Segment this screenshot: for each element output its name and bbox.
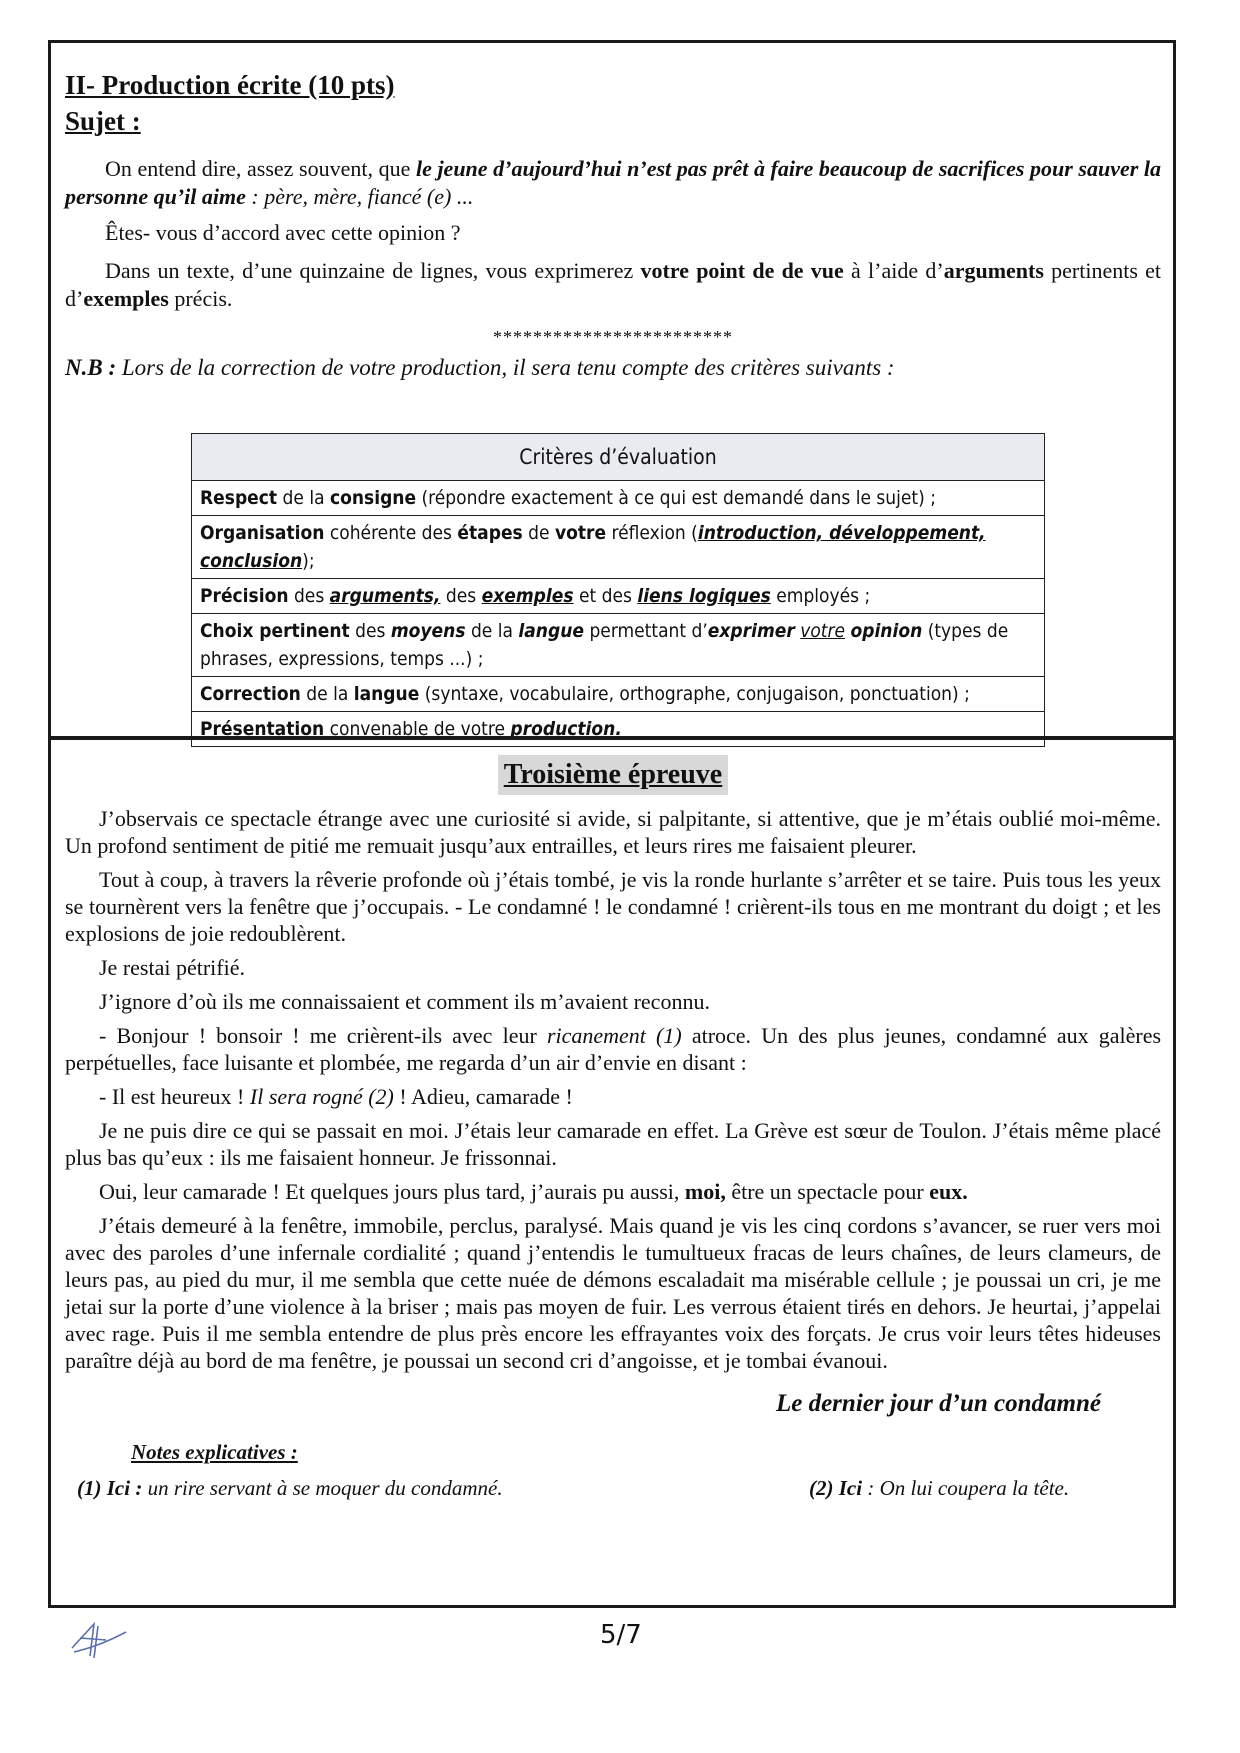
crit-word: des (293, 585, 325, 607)
criteria-row-choix (192, 614, 1045, 677)
crit-word: Présentation (200, 718, 325, 740)
criteria-row-respect (192, 481, 1045, 516)
criteria-row-precision (192, 579, 1045, 614)
handwritten-initials (64, 1618, 134, 1664)
epreuve-title-wrap (65, 755, 1161, 795)
p8-eux: eux. (929, 1179, 968, 1204)
criteria-header: Critères d’évaluation (192, 434, 1045, 481)
crit-word: langue (518, 620, 584, 642)
crit-word: (types de phrases, expressions, temps ...) ; (200, 620, 1009, 670)
crit-word: de la (470, 620, 513, 642)
crit-word: (syntaxe, vocabulaire, orthographe, conjugaison, ponctuation) ; (424, 683, 970, 705)
nb-label: N.B : (65, 355, 117, 380)
text-paragraph (65, 1083, 1161, 1110)
note-2-label: (2) Ici (809, 1476, 863, 1500)
crit-word: votre (800, 620, 846, 642)
crit-word: de la (306, 683, 349, 705)
sujet-instructions (65, 257, 1161, 313)
page-number: 5/7 (600, 1620, 642, 1650)
text-paragraph (65, 1178, 1161, 1205)
note-1-label: (1) Ici : (77, 1476, 143, 1500)
crit-word: exprimer (707, 620, 795, 642)
sujet-paragraph-1 (65, 155, 1161, 211)
crit-word: Choix pertinent (200, 620, 350, 642)
crit-word: Correction (200, 683, 301, 705)
sujet-intro: On entend dire, assez souvent, que (105, 156, 411, 181)
p8-a: Oui, leur camarade ! Et quelques jours plus tard, j’aurais pu aussi, (99, 1179, 680, 1204)
crit-word: étapes (457, 522, 523, 544)
crit-word: des (355, 620, 386, 642)
note-2-text: : On lui coupera la tête. (867, 1476, 1070, 1500)
crit-word: Organisation (200, 522, 325, 544)
crit-word: production. (510, 718, 622, 740)
crit-word: liens logiques (637, 585, 771, 607)
crit-word: et des (578, 585, 632, 607)
instr-arguments: arguments (943, 258, 1044, 283)
note-1 (77, 1476, 503, 1501)
p5-ricanement: ricanement (1) (546, 1023, 682, 1048)
note-1-text: un rire servant à se moquer du condamné. (147, 1476, 503, 1500)
crit-word: arguments, (329, 585, 441, 607)
criteria-row-correction (192, 677, 1045, 712)
p8-c: être un spectacle pour (731, 1179, 924, 1204)
instr-text-e: pertinents et d’ (65, 258, 1162, 311)
p5-a: - Bonjour ! bonsoir ! me crièrent-ils avec leur (99, 1023, 537, 1048)
crit-word: Respect (200, 487, 278, 509)
text-paragraph: Je restai pétrifié. (99, 955, 245, 980)
text-paragraph: J’observais ce spectacle étrange avec une curiosité si avide, si palpitante, si attentive, que je m’étais oublié moi-même. Un profond sentiment de pitié me remuait jusqu’aux entrailles, et leurs rires me faisaient pleurer. (65, 806, 1161, 858)
production-ecrite-section (65, 67, 1161, 383)
crit-word: opinion (850, 620, 923, 642)
crit-word: moyens (390, 620, 466, 642)
notes-row (65, 1472, 1161, 1506)
stars-separator: ************************ (493, 327, 733, 347)
p5-c: atroce. Un des plus jeunes, condamné aux galères perpétuelles, face luisante et plombée, me regarda d’un air d’envie en disant : (65, 1023, 1162, 1075)
p8-moi: moi, (684, 1179, 726, 1204)
crit-word: de (528, 522, 550, 544)
crit-word: employés ; (776, 585, 871, 607)
crit-word: de la (282, 487, 325, 509)
nb-text: Lors de la correction de votre production, il sera tenu compte des critères suivants : (121, 355, 895, 380)
text-paragraph: Tout à coup, à travers la rêverie profonde où j’étais tombé, je vis la ronde hurlante s’arrêter et se taire. Puis tous les yeux se tournèrent vers la fenêtre que j’occupais. - Le condamné ! le condamné ! crièrent-ils tous en me montrant du doigt ; et les explosions de joie redoublèrent. (65, 867, 1161, 946)
section-divider (51, 736, 1173, 740)
crit-word: introduction, développement, conclusion (200, 522, 986, 572)
criteria-row-organisation (192, 516, 1045, 579)
instr-text-a: Dans un texte, d’une quinzaine de lignes, vous exprimerez (105, 258, 634, 283)
criteria-row-presentation (192, 712, 1045, 747)
crit-word: permettant d’ (589, 620, 708, 642)
epreuve-title: Troisième épreuve (498, 755, 729, 795)
crit-word: consigne (329, 487, 417, 509)
criteria-table (191, 433, 1045, 747)
sujet-label: Sujet : (65, 106, 141, 136)
instr-text-g: précis. (174, 286, 233, 311)
notes-title: Notes explicatives : (131, 1440, 298, 1464)
sujet-quote: le jeune d’aujourd’hui n’est pas prêt à faire beaucoup de sacrifices pour sauver la personne qu’il aime (65, 156, 1161, 209)
instr-point-de-vue: votre point de de vue (640, 258, 844, 283)
crit-word: langue (353, 683, 420, 705)
section-title: II- Production écrite (10 pts) (65, 70, 395, 100)
crit-word: (répondre exactement à ce qui est demandé dans le sujet) ; (421, 487, 936, 509)
p6-rogne: Il sera rogné (2) (249, 1084, 394, 1109)
crit-word: Précision (200, 585, 289, 607)
instr-text-c: à l’aide d’ (851, 258, 944, 283)
p6-a: - Il est heureux ! (99, 1084, 245, 1109)
crit-word: ); (302, 550, 315, 572)
p6-c: ! Adieu, camarade ! (399, 1084, 573, 1109)
reading-text (65, 805, 1161, 1374)
sujet-tail: : père, mère, fiancé (e) ... (251, 184, 474, 209)
sujet-question: Êtes- vous d’accord avec cette opinion ? (105, 220, 461, 245)
crit-word: des (445, 585, 477, 607)
exam-frame (48, 40, 1176, 1608)
crit-word: cohérente des (329, 522, 452, 544)
note-2 (809, 1476, 1069, 1501)
nb-note (65, 353, 1161, 383)
text-paragraph: J’étais demeuré à la fenêtre, immobile, perclus, paralysé. Mais quand je vis les cinq cordons s’avancer, se ruer vers moi avec des paroles d’une infernale cordialité ; quand j’entendis le tumultueux fracas de leurs chaînes, de leurs clameurs, de leurs pas, au pied du mur, il me sembla que cette nuée de démons escaladait ma misérable cellule ; je poussai un cri, je me jetai sur la porte d’une violence à la briser ; mais pas moyen de fuir. Les verrous étaient tirés en dehors. Je heurtai, j’appelai avec rage. Puis il me sembla entendre de plus près encore les effrayantes voix des forçats. Je crus voir leurs têtes hideuses paraître déjà au bord de ma fenêtre, je poussai un second cri d’angoisse, et je tombai évanoui. (65, 1213, 1161, 1373)
instr-exemples: exemples (83, 286, 169, 311)
text-paragraph (65, 1022, 1161, 1076)
text-paragraph: Je ne puis dire ce qui se passait en moi. J’étais leur camarade en effet. La Grève est sœur de Toulon. J’étais même placé plus bas qu’eux : ils me faisaient honneur. Je frissonnai. (65, 1118, 1161, 1170)
crit-word: convenable de votre (329, 718, 505, 740)
crit-word: réflexion ( (611, 522, 698, 544)
troisieme-epreuve-section (65, 755, 1161, 1506)
crit-word: exemples (481, 585, 574, 607)
text-paragraph: J’ignore d’où ils me connaissaient et comment ils m’avaient reconnu. (99, 989, 710, 1014)
source-title: Le dernier jour d’un condamné (775, 1390, 1101, 1417)
crit-word: votre (554, 522, 607, 544)
